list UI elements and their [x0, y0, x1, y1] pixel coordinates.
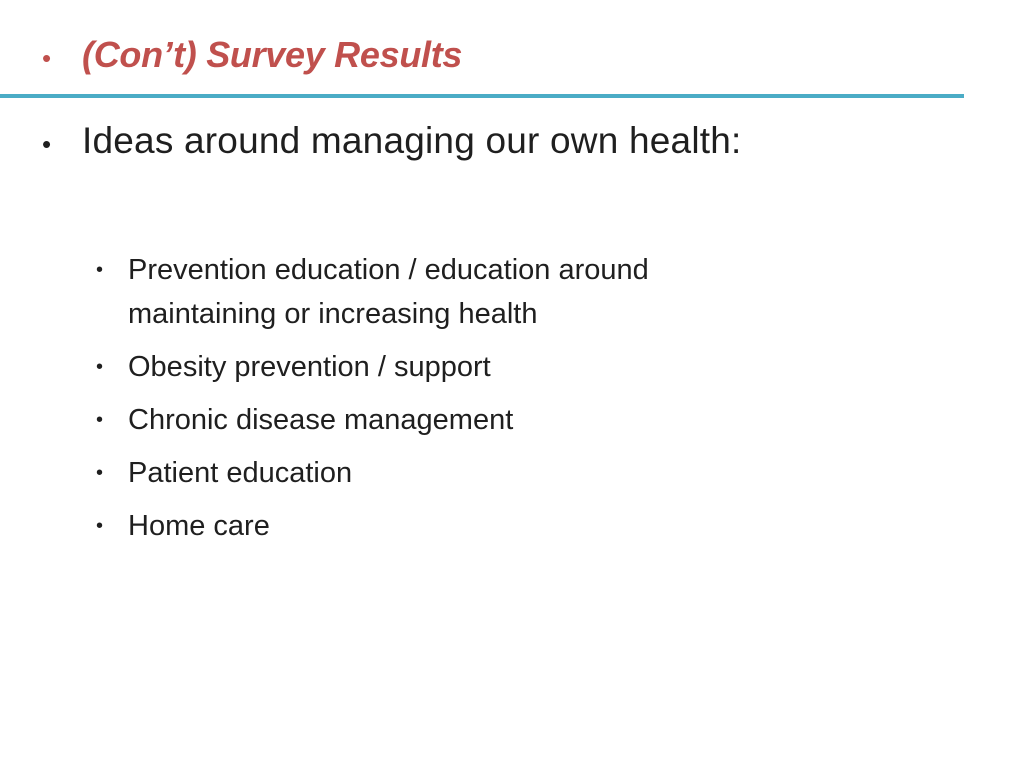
- sub-bullet-item: [96, 248, 796, 336]
- slide-title: (Con’t) Survey Results: [82, 34, 463, 75]
- title-divider: [0, 94, 964, 98]
- bullet-dot-icon: •: [96, 259, 104, 281]
- bullet-dot-icon: •: [96, 356, 104, 378]
- sub-bullet-text: Obesity prevention / support: [128, 351, 491, 383]
- main-bullet-row: [42, 120, 741, 162]
- sub-bullet-item: [96, 504, 796, 548]
- bullet-dot-icon: •: [96, 462, 104, 484]
- sub-bullet-item: [96, 345, 796, 389]
- sub-bullet-text: Home care: [128, 510, 270, 542]
- sub-bullet-item: [96, 451, 796, 495]
- sub-bullet-text: Chronic disease management: [128, 404, 514, 436]
- bullet-dot-icon: •: [96, 515, 104, 537]
- main-bullet-text: Ideas around managing our own health:: [82, 120, 742, 161]
- title-row: [42, 34, 462, 76]
- bullet-dot-icon: •: [96, 409, 104, 431]
- sub-bullet-text: Prevention education / education around maintaining or increasing health: [128, 254, 649, 330]
- bullet-dot-icon: •: [42, 129, 52, 159]
- sub-bullet-item: [96, 398, 796, 442]
- bullet-dot-icon: •: [42, 43, 52, 73]
- sub-bullet-text: Patient education: [128, 457, 353, 489]
- sub-bullet-list: [96, 248, 796, 557]
